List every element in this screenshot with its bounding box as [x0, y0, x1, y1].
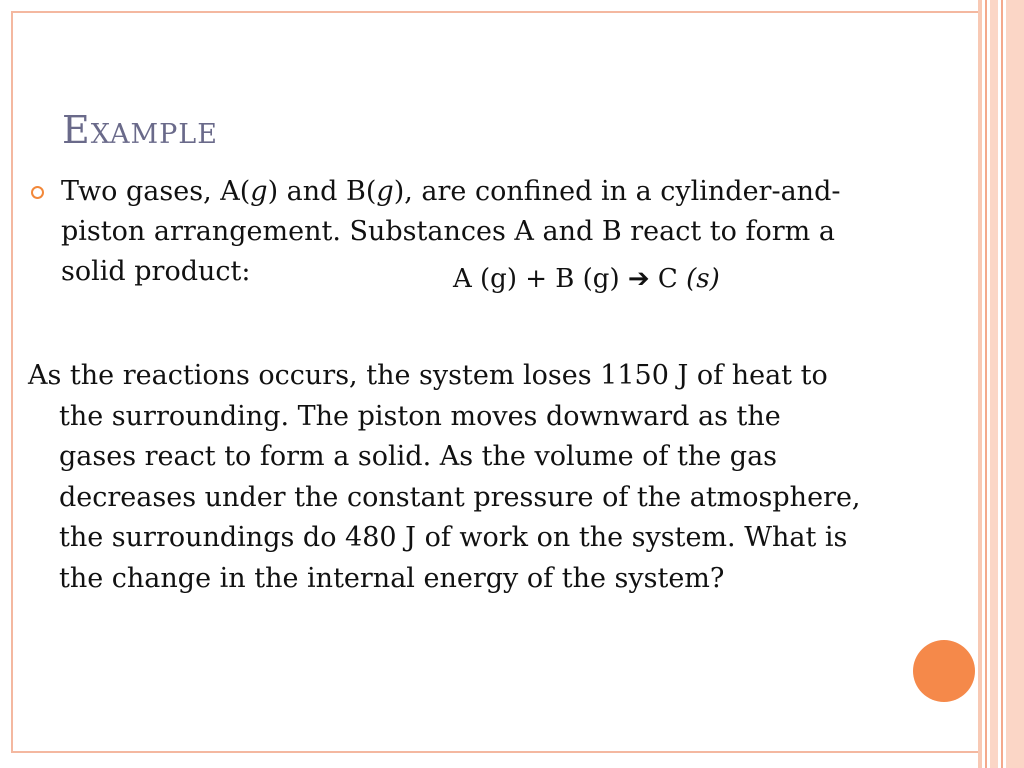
equation-reactants: A (g) + B (g) [453, 264, 628, 294]
bullet-line-1-gas-state-a: g [250, 176, 268, 207]
paragraph-line: the surroundings do 480 J of work on the system. What is [59, 522, 848, 553]
slide-frame-left [11, 11, 13, 753]
bullet-circle-icon [31, 186, 44, 199]
bullet-line-1-part-c: ), are confined in a cylinder-and- [393, 176, 841, 207]
bullet-line-1-gas-state-b: g [376, 176, 394, 207]
equation-product-state: (s) [686, 264, 720, 294]
equation-product: C [649, 264, 687, 294]
decorative-stripe [978, 0, 982, 768]
bullet-line-2: piston arrangement. Substances A and B react to form a [61, 216, 835, 247]
slide-title: Example [62, 108, 218, 152]
bullet-line-1-part-a: Two gases, A( [61, 176, 251, 207]
paragraph-line: As the reactions occurs, the system loses 1150 J of heat to [28, 360, 828, 391]
slide-frame-bottom [11, 751, 979, 753]
paragraph-line: decreases under the constant pressure of the atmosphere, [59, 481, 861, 513]
bullet-line-1-part-b: ) and B( [267, 176, 377, 207]
reaction-equation [453, 264, 720, 294]
decorative-circle [913, 640, 975, 702]
decorative-stripe [1006, 0, 1024, 768]
paragraph-line: the surrounding. The piston moves downward as the [59, 400, 781, 432]
paragraph-line: gases react to form a solid. As the volume of the gas [59, 441, 778, 472]
right-arrow-icon: ➔ [627, 264, 650, 294]
decorative-stripe [985, 0, 987, 768]
decorative-stripe [990, 0, 998, 768]
bullet-line-1 [61, 172, 961, 212]
problem-paragraph [28, 356, 978, 599]
paragraph-line: the change in the internal energy of the system? [59, 562, 725, 594]
slide-frame-top [11, 11, 979, 13]
bullet-line-3: solid product: [61, 256, 251, 287]
decorative-stripe [1001, 0, 1003, 768]
